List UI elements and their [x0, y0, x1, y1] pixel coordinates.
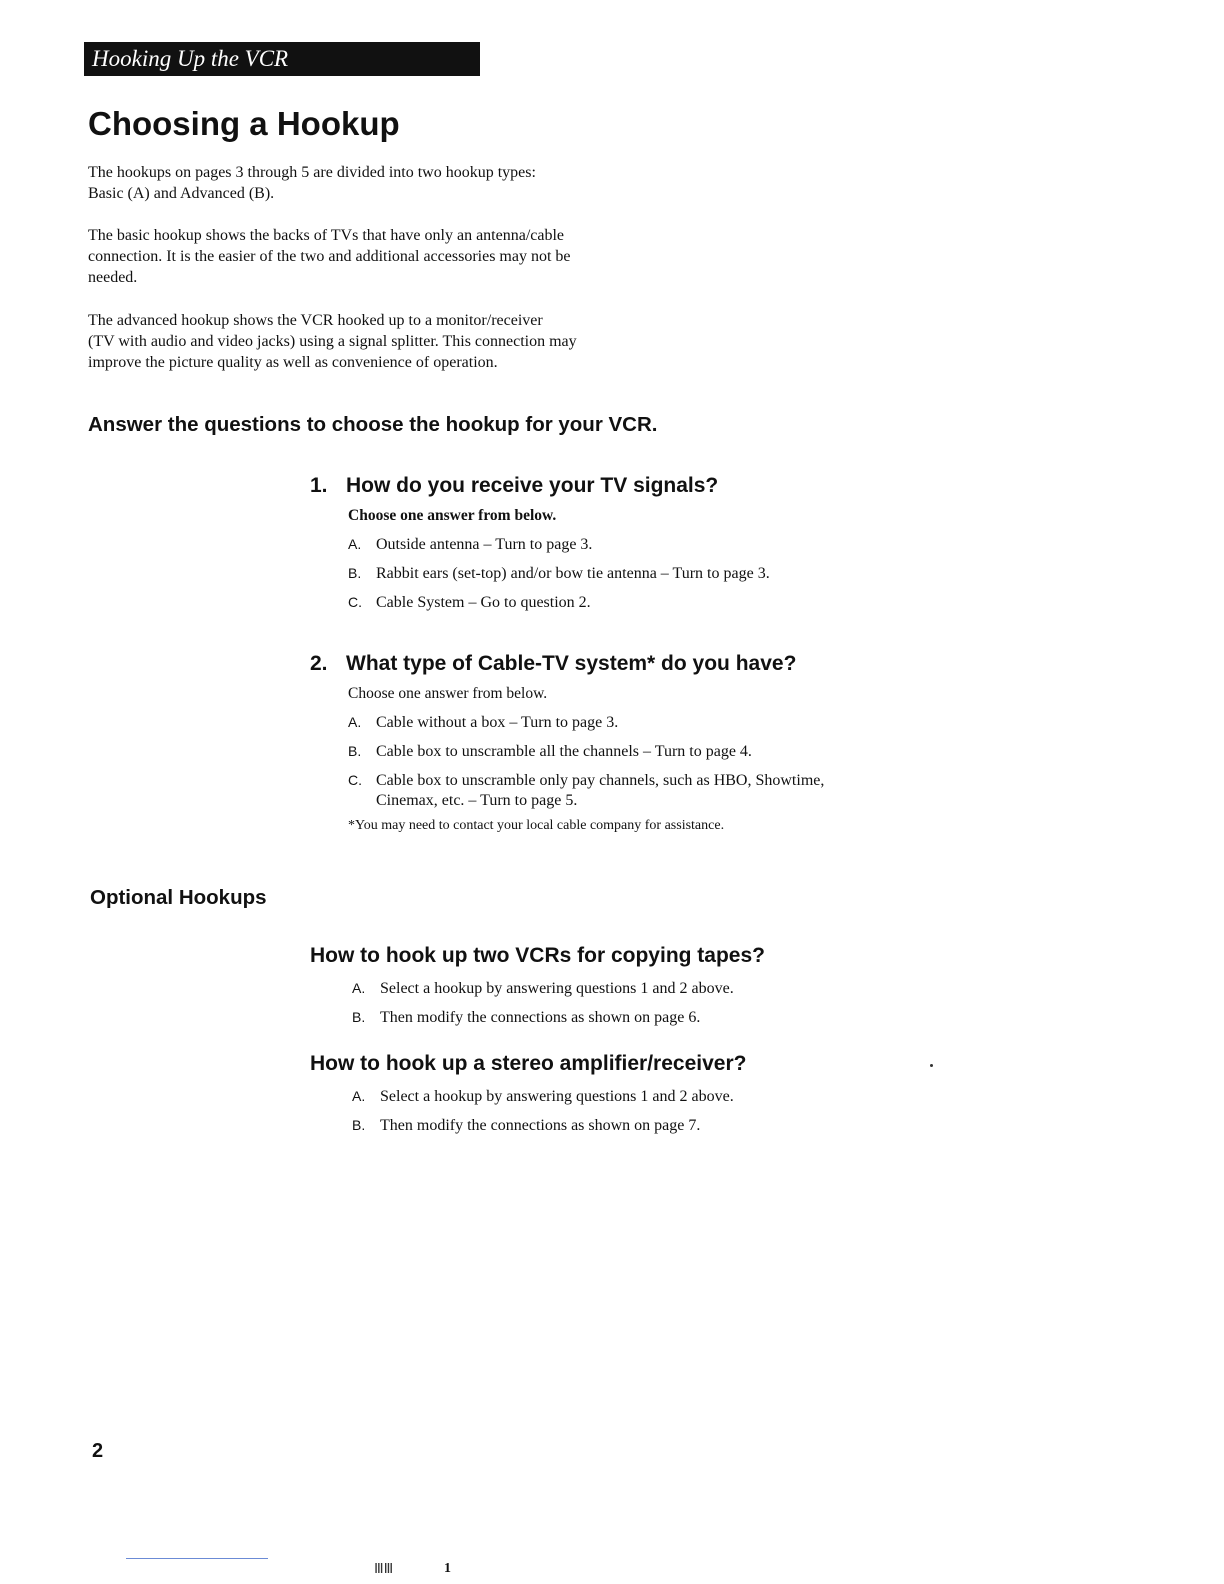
footnote: *You may need to contact your local cable company for assistance. — [348, 818, 725, 833]
answer-option — [352, 978, 765, 999]
question-number: 2. — [310, 652, 328, 675]
option-letter: C. — [348, 594, 362, 610]
option-text: Then modify the connections as shown on page 6. — [380, 1009, 701, 1026]
answer-option — [352, 1007, 765, 1028]
scan-speck — [930, 1064, 933, 1067]
section-label: Hooking Up the VCR — [92, 46, 289, 71]
option-letter: A. — [348, 714, 362, 730]
question-instruction: Choose one answer from below. — [348, 685, 548, 702]
question-title — [310, 472, 770, 500]
question-text: How do you receive your TV signals? — [346, 474, 719, 497]
answer-option — [348, 534, 770, 555]
answer-option — [348, 592, 770, 613]
optional-title: How to hook up two VCRs for copying tapes? — [310, 944, 765, 967]
page-number: 2 — [92, 1440, 104, 1462]
option-text: Cable System – Go to question 2. — [376, 594, 591, 611]
option-text: Cable box to unscramble all the channels – Turn to page 4. — [376, 743, 752, 760]
option-text: Cable without a box – Turn to page 3. — [376, 714, 619, 731]
option-text: Select a hookup by answering questions 1 and 2 above. — [380, 980, 734, 997]
intro-paragraph-2 — [88, 225, 708, 288]
text-line: Basic (A) and Advanced (B). — [88, 185, 275, 202]
text-line: improve the picture quality as well as convenience of operation. — [88, 354, 498, 371]
answer-option — [348, 741, 824, 762]
option-letter: A. — [352, 1088, 366, 1104]
option-text: Rabbit ears (set-top) and/or bow tie antenna – Turn to page 3. — [376, 565, 770, 582]
answer-option — [348, 770, 824, 811]
text-line: (TV with audio and video jacks) using a signal splitter. This connection may — [88, 333, 577, 350]
question-title — [310, 650, 824, 678]
section-header-bar — [84, 42, 480, 76]
question-number: 1. — [310, 474, 328, 497]
question-instruction: Choose one answer from below. — [348, 507, 557, 524]
question-1 — [310, 472, 770, 613]
text-line: needed. — [88, 269, 138, 286]
option-letter: B. — [352, 1117, 366, 1133]
option-letter: A. — [348, 536, 362, 552]
answer-option — [348, 563, 770, 584]
option-letter: A. — [352, 980, 366, 996]
intro-paragraph-1 — [88, 162, 708, 204]
question-2 — [310, 650, 824, 835]
option-text: Then modify the connections as shown on page 7. — [380, 1117, 701, 1134]
option-letter: B. — [352, 1009, 366, 1025]
text-line: connection. It is the easier of the two and additional accessories may not be — [88, 248, 571, 265]
footer-rule — [126, 1558, 268, 1559]
footer-digit: 1 — [444, 1561, 451, 1576]
option-text: Outside antenna – Turn to page 3. — [376, 536, 593, 553]
page-title: Choosing a Hookup — [88, 105, 400, 142]
text-line: The hookups on pages 3 through 5 are divided into two hookup types: — [88, 164, 536, 181]
option-text-continued: Cinemax, etc. – Turn to page 5. — [376, 792, 578, 809]
questions-heading: Answer the questions to choose the hookup for your VCR. — [88, 413, 658, 436]
option-letter: B. — [348, 565, 362, 581]
text-line: The basic hookup shows the backs of TVs that have only an antenna/cable — [88, 227, 565, 244]
answer-option — [352, 1086, 746, 1107]
answer-option — [348, 712, 824, 733]
option-text: Select a hookup by answering questions 1 and 2 above. — [380, 1088, 734, 1105]
text-line: The advanced hookup shows the VCR hooked up to a monitor/receiver — [88, 312, 543, 329]
option-text: Cable box to unscramble only pay channels, such as HBO, Showtime, — [376, 772, 825, 789]
optional-copying-tapes — [310, 942, 765, 1028]
intro-paragraph-3 — [88, 310, 708, 373]
optional-hookups-heading: Optional Hookups — [90, 886, 267, 909]
option-letter: C. — [348, 772, 362, 788]
answer-option — [352, 1115, 746, 1136]
optional-stereo-amplifier — [310, 1050, 746, 1136]
option-letter: B. — [348, 743, 362, 759]
footer-mark: ⅢⅢ — [374, 1562, 394, 1577]
optional-title: How to hook up a stereo amplifier/receiver? — [310, 1052, 747, 1075]
question-text: What type of Cable-TV system* do you have? — [346, 652, 797, 675]
